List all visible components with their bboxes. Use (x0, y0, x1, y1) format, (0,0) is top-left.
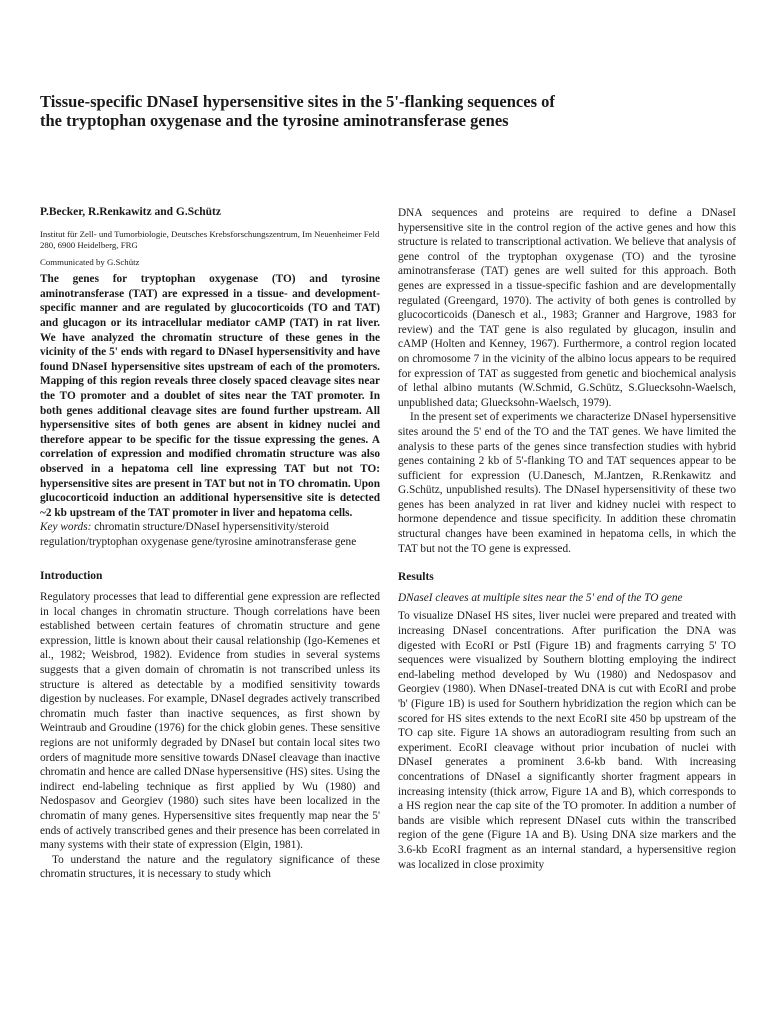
results-paragraph-1: To visualize DNaseI HS sites, liver nuclei were prepared and treated with increasing DNaseI concentrations. After purification the DNA was digested with EcoRI or PstI (Figure 1B) and fragments carrying 5' TO sequences were visualized by Southern blotting employing the indirect end-labeling method developed by Wu (1980) and Nedospasov and Georgiev (1980). When DNaseI-treated DNA is cut with EcoRI and probe 'b' (Figure 1B) is used for Southern hybridization the region which can be scored for HS sites extends to the next EcoRI site 450 bp upstream of the TO cap site. Figure 1A shows an autoradiogram resulting from such an experiment. EcoRI cleavage without prior incubation of nuclei with DNaseI generates a prominent 3.6-kb band. With increasing concentrations of DNaseI a significantly shorter fragment appears in increasing intensity (thick arrow, Figure 1A and B), which corresponds to a HS region near the cap site of the TO promoter. In addition a number of bands are visible which represent DNaseI cuts within the transcribed region of the gene (Figure 1A and B). Using DNA size markers and the 3.6-kb EcoRI fragment as an internal standard, a hypersensitive region was localized in close proximity (398, 610, 736, 871)
results-heading: Results (398, 571, 434, 584)
intro-paragraph-1: Regulatory processes that lead to differential gene expression are reflected in local changes in chromatin structure. Though correlations have been established between certain features of chromatin structure and gene expression, little is known about their causal relationship (Igo-Kemenes et al., 1982; Weisbrod, 1982). Evidence from studies in several systems suggests that a given domain of chromatin is not transcribed unless its structure is altered as detectable by a modified sensitivity towards digestion by nucleases. For example, DNaseI degrades actively transcribed chromatin much faster than inactive sequences, as first shown by Weintraub and Groudine (1976) for the chick globin genes. These sensitive regions are not uniformly degraded by DNaseI but contain local sites two orders of magnitude more sensitive towards DNaseI cleavage than inactive chromatin and hence are called DNase hypersensitive (HS) sites. Using the indirect end-labeling technique as first applied by Wu (1980) and Nedospasov and Georgiev (1980) such sites have been localized in the chromatin of many genes. Hypersensitive sites frequently map near the 5' ends of actively transcribed genes and their presence has been correlated in many systems with their state of expression (Elgin, 1981). (40, 591, 380, 852)
keywords (40, 520, 380, 549)
keywords-label: Key words: (40, 521, 92, 534)
intro-paragraph-2: To understand the nature and the regulatory significance of these chromatin structures, it is necessary to study which (40, 853, 380, 881)
results-subheading: DNaseI cleaves at multiple sites near the 5' end of the TO gene (398, 591, 683, 604)
right-paragraph-1: DNA sequences and proteins are required to define a DNaseI hypersensitive site in the control region of the active genes and how this structure is related to transcriptional activation. We believe that analysis of gene control of the tryptophan oxygenase (TO) and the tyrosine aminotransferase (TAT) genes are well suited for this approach. Both genes are expressed in a tissue-specific fashion and are developmentally regulated (Greengard, 1970). The activity of both genes is controlled by glucocorticoids (Danesch et al., 1983; Granner and Hargrove, 1983 for review) and the TAT gene is also regulated by glucagon, insulin and cAMP (Holten and Kenney, 1967). Furthermore, a control region located on chromosome 7 in the vicinity of the albino locus appears to be required for expression of TAT as suggested from genetic and biochemical analysis of lethal albino mutants (W.Schmid, G.Schütz, S.Gluecksohn-Waelsch, unpublished data; Gluecksohn-Waelsch, 1979). (398, 207, 736, 409)
paper-title: Tissue-specific DNaseI hypersensitive sites in the 5'-flanking sequences of the tryptophan oxygenase and the tyrosine aminotransferase genes (40, 92, 555, 130)
communicated-by: Communicated by G.Schütz (40, 257, 140, 267)
affiliation: Institut für Zell- und Tumorbiologie, Deutsches Krebsforschungszentrum, Im Neuenheimer Feld 280, 6900 Heidelberg, FRG (40, 228, 380, 250)
keywords-text: chromatin structure/DNaseI hypersensitivity/steroid regulation/tryptophan oxygenase gene/tyrosine aminotransferase gene (40, 521, 357, 548)
right-paragraph-2: In the present set of experiments we characterize DNaseI hypersensitive sites around the 5' end of the TO and the TAT genes. We have limited the analysis to these parts of the genes since transfection studies with hybrid genes containing 2 kb of 5'-flanking TO and TAT sequences appear to be sufficient for expression (U.Danesch, M.Jantzen, R.Renkawitz and G.Schütz, unpublished results). The DNaseI hypersensitivity of these two genes has been analyzed in rat liver and kidney nuclei with respect to hormone dependence and tissue specificity. In addition these chromatin structural changes have been examined in hepatoma cells, in which the TAT but not the TO gene is expressed. (398, 411, 736, 555)
intro-heading: Introduction (40, 570, 103, 583)
left-column (40, 205, 380, 882)
right-column (398, 206, 736, 872)
abstract: The genes for tryptophan oxygenase (TO) and tyrosine aminotransferase (TAT) are expressed in a tissue- and development-specific manner and are regulated by glucocorticoids (TO and TAT) and glucagon or its intracellular mediator cAMP (TAT) in rat liver. We have analyzed the chromatin structure of these genes in the vicinity of the 5' ends with regard to DNaseI hypersensitivity and have found DNaseI hypersensitive sites upstream of each of the promoters. Mapping of this region reveals three closely spaced cleavage sites near the TO promoter and a doublet of sites near the TAT promoter. In both genes additional cleavage sites are found further upstream. All hypersensitive sites of both genes are absent in kidney nuclei and therefore appear to be specific for the tissue expressing the genes. A correlation of expression and modified chromatin structure was also observed in a hepatoma cell line expressing TAT but not TO: hypersensitive sites are present in TAT but not in TO chromatin. Upon glucocorticoid induction an additional hypersensitive site is detected ~2 kb upstream of the TAT promoter in liver and hepatoma cells. (40, 273, 380, 519)
authors: P.Becker, R.Renkawitz and G.Schütz (40, 206, 221, 218)
